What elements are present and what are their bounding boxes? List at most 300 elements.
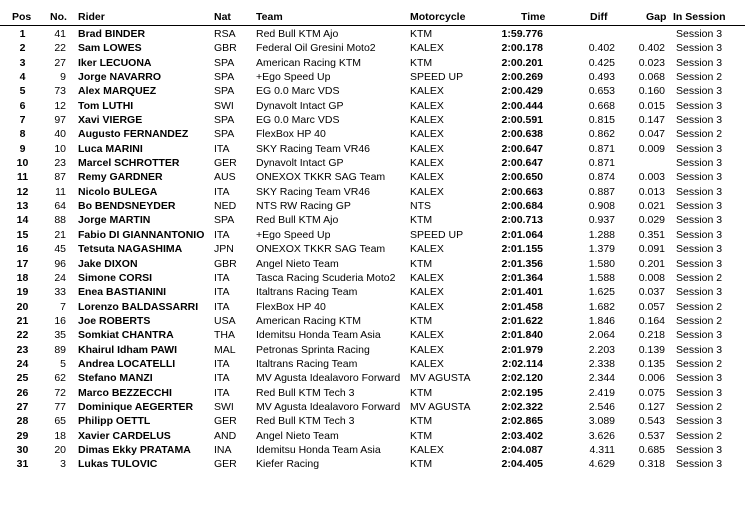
cell-gap: 0.351	[638, 228, 665, 241]
cell-team: Kiefer Racing	[256, 458, 320, 471]
table-row	[0, 185, 745, 199]
cell-rider: Jorge NAVARRO	[78, 71, 162, 84]
cell-gap: 0.127	[638, 400, 665, 413]
cell-session: Session 2	[676, 314, 723, 327]
cell-time: 2:00.269	[501, 71, 543, 84]
cell-session: Session 3	[676, 386, 723, 399]
cell-team: Red Bull KTM Tech 3	[256, 415, 355, 428]
cell-nat: ITA	[214, 357, 230, 370]
cell-team: Red Bull KTM Ajo	[256, 28, 339, 40]
cell-time: 2:00.684	[501, 200, 543, 213]
cell-motorcycle: SPEED UP	[410, 228, 464, 241]
cell-rider: Stefano MANZI	[78, 372, 153, 385]
cell-team: Italtrans Racing Team	[256, 286, 358, 299]
cell-rider: Bo BENDSNEYDER	[78, 200, 176, 213]
cell-gap: 0.075	[638, 386, 665, 399]
cell-diff: 4.629	[588, 458, 615, 471]
cell-diff: 3.089	[588, 415, 615, 428]
cell-pos: 20	[16, 300, 29, 313]
cell-gap: 0.218	[638, 329, 665, 342]
cell-diff: 0.871	[588, 157, 615, 170]
cell-rider: Andrea LOCATELLI	[78, 357, 176, 370]
cell-pos: 31	[16, 458, 29, 471]
cell-rider: Somkiat CHANTRA	[78, 329, 174, 342]
cell-rider: Dimas Ekky PRATAMA	[78, 443, 191, 456]
cell-nat: ITA	[214, 142, 230, 155]
cell-session: Session 3	[676, 228, 723, 241]
cell-number: 62	[54, 372, 66, 385]
cell-rider: Dominique AEGERTER	[78, 400, 194, 413]
cell-number: 72	[54, 386, 66, 399]
cell-team: NTS RW Racing GP	[256, 200, 351, 213]
cell-gap: 0.029	[638, 214, 665, 227]
cell-time: 2:01.979	[501, 343, 543, 356]
cell-session: Session 3	[676, 257, 723, 270]
cell-motorcycle: KTM	[410, 257, 433, 270]
cell-gap: 0.021	[638, 200, 665, 213]
cell-nat: SWI	[214, 400, 234, 413]
cell-pos: 28	[16, 415, 29, 428]
cell-motorcycle: MV AGUSTA	[410, 372, 471, 385]
cell-gap: 0.068	[638, 71, 665, 84]
cell-motorcycle: KALEX	[410, 300, 444, 313]
table-row	[0, 127, 745, 141]
cell-pos: 6	[19, 99, 26, 112]
cell-nat: NED	[214, 200, 237, 213]
cell-rider: Joe ROBERTS	[78, 314, 151, 327]
cell-number: 9	[60, 71, 66, 84]
cell-motorcycle: KTM	[410, 314, 433, 327]
cell-number: 35	[54, 329, 66, 342]
cell-diff: 4.311	[589, 443, 615, 456]
cell-session: Session 3	[676, 372, 723, 385]
cell-session: Session 3	[676, 142, 723, 155]
cell-team: ONEXOX TKKR SAG Team	[256, 243, 386, 256]
cell-time: 2:01.840	[501, 329, 543, 342]
cell-pos: 22	[16, 329, 29, 342]
header-time: Time	[521, 11, 546, 23]
cell-diff: 2.338	[588, 357, 615, 370]
cell-diff: 0.887	[588, 185, 615, 198]
cell-number: 3	[60, 458, 66, 471]
cell-number: 73	[54, 85, 66, 98]
cell-number: 7	[60, 300, 66, 313]
table-row	[0, 56, 745, 70]
cell-gap: 0.147	[638, 114, 665, 127]
cell-diff: 2.344	[588, 372, 615, 385]
cell-session: Session 3	[676, 243, 723, 256]
cell-team: Petronas Sprinta Racing	[256, 343, 370, 356]
cell-rider: Brad BINDER	[78, 28, 146, 40]
cell-session: Session 2	[676, 271, 723, 284]
cell-number: 22	[54, 42, 66, 55]
cell-gap: 0.091	[638, 243, 665, 256]
cell-gap: 0.543	[638, 415, 665, 428]
cell-pos: 5	[19, 85, 26, 98]
cell-team: EG 0.0 Marc VDS	[256, 114, 340, 127]
cell-pos: 15	[16, 228, 29, 241]
table-row	[0, 429, 745, 443]
cell-gap: 0.009	[638, 142, 665, 155]
cell-diff: 0.493	[588, 71, 615, 84]
cell-number: 41	[54, 28, 66, 40]
cell-motorcycle: KALEX	[410, 185, 444, 198]
cell-time: 2:01.155	[501, 243, 543, 256]
table-row	[0, 228, 745, 242]
cell-time: 2:01.622	[501, 314, 543, 327]
cell-diff: 0.653	[588, 85, 615, 98]
cell-number: 89	[54, 343, 66, 356]
cell-session: Session 3	[676, 56, 723, 69]
cell-motorcycle: KTM	[410, 56, 433, 69]
cell-motorcycle: KALEX	[410, 329, 444, 342]
cell-session: Session 3	[676, 343, 723, 356]
cell-nat: THA	[214, 329, 235, 342]
cell-session: Session 3	[676, 99, 723, 112]
table-row	[0, 113, 745, 127]
cell-number: 77	[54, 400, 66, 413]
cell-time: 2:00.201	[501, 56, 543, 69]
cell-session: Session 2	[676, 128, 723, 141]
cell-motorcycle: KALEX	[410, 157, 444, 170]
table-row	[0, 443, 745, 457]
cell-team: Idemitsu Honda Team Asia	[256, 443, 381, 456]
cell-diff: 0.668	[588, 99, 615, 112]
cell-session: Session 3	[676, 329, 723, 342]
cell-nat: SPA	[214, 85, 235, 98]
cell-pos: 7	[19, 114, 26, 127]
cell-rider: Jorge MARTIN	[78, 214, 151, 227]
cell-time: 1:59.776	[501, 28, 543, 40]
cell-session: Session 3	[676, 415, 723, 428]
cell-motorcycle: KTM	[410, 415, 433, 428]
cell-pos: 26	[16, 386, 29, 399]
cell-time: 2:01.401	[501, 286, 543, 299]
cell-gap: 0.402	[638, 42, 665, 55]
cell-number: 10	[54, 142, 66, 155]
cell-gap: 0.135	[638, 357, 665, 370]
cell-motorcycle: KTM	[410, 458, 433, 471]
cell-motorcycle: KALEX	[410, 85, 444, 98]
cell-time: 2:00.429	[501, 85, 543, 98]
cell-nat: AND	[214, 429, 237, 442]
cell-nat: GBR	[214, 257, 237, 270]
table-row	[0, 156, 745, 170]
cell-gap: 0.013	[638, 185, 665, 198]
cell-motorcycle: KALEX	[410, 114, 444, 127]
cell-diff: 0.908	[588, 200, 615, 213]
cell-time: 2:00.713	[501, 214, 543, 227]
header-gap: Gap	[646, 11, 667, 23]
table-row	[0, 386, 745, 400]
cell-session: Session 3	[676, 171, 723, 184]
cell-nat: GER	[214, 415, 237, 428]
cell-team: Dynavolt Intact GP	[256, 99, 344, 112]
cell-session: Session 3	[676, 42, 723, 55]
cell-team: American Racing KTM	[256, 314, 362, 327]
cell-number: 18	[54, 429, 66, 442]
cell-rider: Xavi VIERGE	[78, 114, 143, 127]
cell-nat: GER	[214, 157, 237, 170]
cell-nat: SPA	[214, 128, 235, 141]
cell-gap: 0.006	[638, 372, 665, 385]
table-row	[0, 257, 745, 271]
cell-diff: 1.588	[588, 271, 615, 284]
cell-diff: 1.682	[588, 300, 615, 313]
cell-number: 65	[54, 415, 66, 428]
cell-time: 2:00.444	[501, 99, 543, 112]
cell-time: 2:02.120	[501, 372, 543, 385]
cell-rider: Marcel SCHROTTER	[78, 157, 180, 170]
cell-team: Tasca Racing Scuderia Moto2	[256, 271, 396, 284]
cell-session: Session 3	[676, 214, 723, 227]
cell-rider: Alex MARQUEZ	[78, 85, 157, 98]
cell-team: Red Bull KTM Ajo	[256, 214, 339, 227]
cell-pos: 19	[16, 286, 29, 299]
cell-motorcycle: KALEX	[410, 99, 444, 112]
cell-nat: ITA	[214, 185, 230, 198]
cell-motorcycle: KALEX	[410, 171, 444, 184]
cell-time: 2:02.322	[501, 400, 543, 413]
table-row	[0, 199, 745, 213]
cell-number: 40	[54, 128, 66, 141]
cell-session: Session 3	[676, 185, 723, 198]
header-session: In Session	[673, 11, 726, 23]
cell-gap: 0.023	[638, 56, 665, 69]
cell-pos: 29	[16, 429, 29, 442]
cell-motorcycle: SPEED UP	[410, 71, 464, 84]
cell-rider: Remy GARDNER	[78, 171, 163, 184]
cell-motorcycle: KALEX	[410, 271, 444, 284]
cell-session: Session 3	[676, 200, 723, 213]
cell-session: Session 3	[676, 114, 723, 127]
cell-team: FlexBox HP 40	[256, 128, 326, 141]
cell-rider: Xavier CARDELUS	[78, 429, 171, 442]
cell-number: 5	[60, 357, 66, 370]
cell-rider: Augusto FERNANDEZ	[78, 128, 189, 141]
table-row	[0, 300, 745, 314]
cell-number: 23	[54, 157, 66, 170]
cell-diff: 2.546	[588, 400, 615, 413]
cell-session: Session 3	[676, 28, 723, 40]
cell-motorcycle: KTM	[410, 429, 433, 442]
cell-gap: 0.015	[638, 99, 665, 112]
cell-rider: Khairul Idham PAWI	[78, 343, 177, 356]
cell-team: Federal Oil Gresini Moto2	[256, 42, 376, 55]
cell-diff: 0.874	[588, 171, 615, 184]
table-row	[0, 314, 745, 328]
header-nat: Nat	[214, 11, 231, 23]
table-row	[0, 357, 745, 371]
cell-diff: 0.862	[588, 128, 615, 141]
cell-number: 20	[54, 443, 66, 456]
cell-nat: GBR	[214, 42, 237, 55]
cell-nat: SPA	[214, 71, 235, 84]
cell-motorcycle: KALEX	[410, 42, 444, 55]
cell-diff: 2.064	[588, 329, 615, 342]
cell-time: 2:01.064	[501, 228, 543, 241]
cell-diff: 2.419	[588, 386, 615, 399]
cell-time: 2:00.663	[501, 185, 543, 198]
cell-team: MV Agusta Idealavoro Forward	[256, 400, 401, 413]
header-diff: Diff	[590, 11, 608, 23]
cell-pos: 17	[16, 257, 29, 270]
cell-pos: 16	[16, 243, 29, 256]
cell-time: 2:02.114	[502, 357, 543, 370]
table-row	[0, 285, 745, 299]
cell-nat: ITA	[214, 300, 230, 313]
table-row	[0, 27, 745, 41]
cell-number: 11	[55, 185, 66, 198]
cell-nat: AUS	[214, 171, 236, 184]
header-pos: Pos	[12, 11, 32, 23]
cell-pos: 1	[19, 28, 26, 40]
table-header	[0, 11, 745, 26]
table-row	[0, 328, 745, 342]
cell-team: Dynavolt Intact GP	[256, 157, 344, 170]
cell-diff: 1.288	[588, 228, 615, 241]
cell-team: Red Bull KTM Tech 3	[256, 386, 355, 399]
cell-session: Session 2	[676, 429, 723, 442]
cell-pos: 27	[16, 400, 29, 413]
cell-pos: 12	[16, 185, 29, 198]
cell-rider: Enea BASTIANINI	[78, 286, 167, 299]
cell-gap: 0.164	[638, 314, 665, 327]
cell-number: 12	[54, 99, 66, 112]
cell-team: MV Agusta Idealavoro Forward	[256, 372, 401, 385]
table-body	[0, 27, 745, 472]
cell-gap: 0.685	[638, 443, 665, 456]
cell-nat: SWI	[214, 99, 234, 112]
cell-pos: 18	[16, 271, 29, 284]
cell-diff: 0.402	[588, 42, 615, 55]
cell-session: Session 3	[676, 286, 723, 299]
cell-rider: Sam LOWES	[78, 42, 142, 55]
cell-number: 64	[54, 200, 66, 213]
cell-motorcycle: KTM	[410, 214, 433, 227]
cell-motorcycle: NTS	[410, 200, 431, 213]
cell-diff: 2.203	[588, 343, 615, 356]
cell-team: EG 0.0 Marc VDS	[256, 85, 340, 98]
cell-team: +Ego Speed Up	[256, 228, 331, 241]
cell-nat: JPN	[214, 243, 234, 256]
cell-pos: 30	[16, 443, 29, 456]
cell-team: American Racing KTM	[256, 56, 362, 69]
cell-session: Session 2	[676, 400, 723, 413]
header-motorcycle: Motorcycle	[410, 11, 466, 23]
header-team: Team	[256, 11, 283, 23]
cell-nat: ITA	[214, 228, 230, 241]
table-row	[0, 343, 745, 357]
table-row	[0, 400, 745, 414]
cell-nat: RSA	[214, 28, 236, 40]
cell-pos: 8	[19, 128, 26, 141]
cell-team: Angel Nieto Team	[256, 429, 339, 442]
cell-rider: Tetsuta NAGASHIMA	[78, 243, 183, 256]
cell-nat: SPA	[214, 56, 235, 69]
cell-time: 2:02.195	[501, 386, 543, 399]
cell-diff: 1.625	[588, 286, 615, 299]
cell-number: 33	[54, 286, 66, 299]
cell-number: 87	[54, 171, 66, 184]
cell-number: 45	[54, 243, 66, 256]
cell-rider: Lukas TULOVIC	[78, 458, 158, 471]
cell-gap: 0.008	[638, 271, 665, 284]
cell-pos: 3	[19, 56, 26, 69]
cell-diff: 1.846	[588, 314, 615, 327]
cell-team: +Ego Speed Up	[256, 71, 331, 84]
cell-pos: 21	[16, 314, 29, 327]
cell-motorcycle: KALEX	[410, 357, 444, 370]
cell-time: 2:02.865	[501, 415, 543, 428]
cell-rider: Marco BEZZECCHI	[78, 386, 172, 399]
header-rider: Rider	[78, 11, 105, 23]
cell-gap: 0.318	[638, 458, 665, 471]
cell-nat: ITA	[214, 286, 230, 299]
cell-nat: MAL	[214, 343, 236, 356]
header-number: No.	[50, 11, 67, 23]
table-row	[0, 457, 745, 471]
cell-rider: Simone CORSI	[78, 271, 153, 284]
cell-session: Session 3	[676, 458, 723, 471]
cell-session: Session 3	[676, 85, 723, 98]
cell-pos: 13	[16, 200, 29, 213]
cell-nat: GER	[214, 458, 237, 471]
cell-motorcycle: KALEX	[410, 443, 444, 456]
cell-time: 2:00.178	[501, 42, 543, 55]
table-row	[0, 242, 745, 256]
cell-time: 2:00.638	[501, 128, 543, 141]
cell-number: 16	[54, 314, 66, 327]
cell-nat: USA	[214, 314, 236, 327]
cell-nat: INA	[214, 443, 232, 456]
cell-pos: 2	[19, 42, 26, 55]
cell-gap: 0.160	[638, 85, 665, 98]
cell-motorcycle: KALEX	[410, 142, 444, 155]
table-row	[0, 99, 745, 113]
cell-time: 2:01.364	[501, 271, 543, 284]
cell-time: 2:04.087	[501, 443, 543, 456]
cell-number: 97	[54, 114, 66, 127]
cell-motorcycle: KTM	[410, 28, 433, 40]
table-row	[0, 213, 745, 227]
cell-motorcycle: MV AGUSTA	[410, 400, 471, 413]
cell-rider: Iker LECUONA	[78, 56, 152, 69]
cell-pos: 14	[16, 214, 29, 227]
cell-pos: 23	[16, 343, 29, 356]
table-row	[0, 142, 745, 156]
cell-gap: 0.537	[638, 429, 665, 442]
cell-motorcycle: KALEX	[410, 343, 444, 356]
cell-rider: Luca MARINI	[78, 142, 143, 155]
table-row	[0, 271, 745, 285]
cell-motorcycle: KALEX	[410, 243, 444, 256]
cell-motorcycle: KTM	[410, 386, 433, 399]
cell-time: 2:04.405	[501, 458, 543, 471]
cell-motorcycle: KALEX	[410, 286, 444, 299]
cell-gap: 0.201	[638, 257, 665, 270]
cell-rider: Lorenzo BALDASSARRI	[78, 300, 199, 313]
cell-rider: Fabio DI GIANNANTONIO	[78, 228, 205, 241]
cell-rider: Nicolo BULEGA	[78, 185, 158, 198]
cell-nat: ITA	[214, 271, 230, 284]
cell-nat: SPA	[214, 114, 235, 127]
cell-team: ONEXOX TKKR SAG Team	[256, 171, 386, 184]
cell-team: FlexBox HP 40	[256, 300, 326, 313]
cell-time: 2:01.356	[501, 257, 543, 270]
cell-team: SKY Racing Team VR46	[256, 142, 371, 155]
cell-pos: 24	[16, 357, 29, 370]
